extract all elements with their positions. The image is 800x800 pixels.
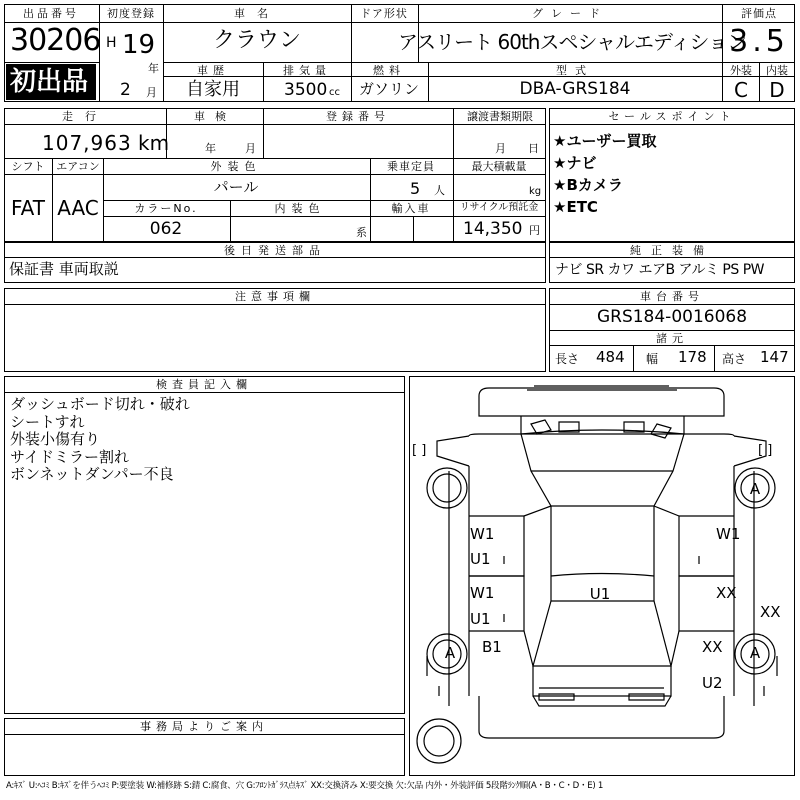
car-outline-drawing [409, 376, 795, 776]
mark-front-left-wheel: A [444, 644, 456, 662]
plate-label: 登録番号 [326, 110, 390, 123]
office-label: 事務局よりご案内 [140, 720, 268, 733]
model-value: DBA-GRS184 [519, 79, 631, 99]
mark-left-rear-door-w: W1 [470, 584, 495, 602]
mark-front-right-wheel: A [749, 480, 761, 498]
score-label: 評価点 [741, 7, 777, 20]
transfer-day-unit: 日 [528, 142, 539, 155]
sales-point-item: ★ナビ [553, 154, 597, 172]
grade-value: アスリート 60thスペシャルエディション [397, 30, 747, 54]
max-load-label: 最大積載量 [471, 160, 527, 173]
length-label: 長さ [555, 352, 580, 366]
interior-color-unit: 系 [356, 226, 367, 239]
inspector-line: ボンネットダンパー不良 [10, 465, 174, 483]
car-name-label: 車名 [234, 7, 280, 20]
width-label: 幅 [646, 352, 659, 366]
exterior-score-label: 外装 [730, 64, 752, 77]
max-load-unit: kg [529, 186, 542, 197]
exterior-score: C [734, 78, 748, 102]
mark-right-rear-corner: U2 [702, 674, 723, 692]
capacity-value: 5 [410, 179, 421, 198]
mark-right-fender: XX [702, 638, 723, 656]
color-no-label: カラーNo. [134, 202, 198, 215]
lot-number: 30206 [10, 23, 101, 58]
parts-label: 後日発送部品 [224, 244, 326, 257]
legend-text: A:ｷｽﾞ U:ﾍｺﾐ B:ｷｽﾞを伴うﾍｺﾐ P:要塗装 W:補修跡 S:錆 C:腐食、穴 G:ﾌﾛﾝﾄｶﾞﾗｽ点ｷｽﾞ XX:交換済み X:要交換 欠:欠品 内外・外装評価 5段階ﾗﾝｸ順(A・B・C・D・E) 1 [6, 781, 604, 791]
equipment-value: ナビ SR カワ エアB アルミ PS PW [555, 262, 764, 278]
inspector-line: サイドミラー割れ [10, 447, 129, 466]
inspection-month-unit: 月 [245, 142, 256, 155]
displacement-label: 排気量 [283, 64, 331, 77]
chassis-label: 車台番号 [640, 290, 704, 303]
inspector-label: 検査員記入欄 [156, 378, 252, 391]
score-value: 3.5 [729, 24, 789, 59]
inspector-line: 外装小傷有り [10, 430, 101, 448]
mark-left-front-door-w: W1 [470, 525, 495, 543]
aircon-value: AAC [57, 196, 99, 220]
sales-points-list [553, 130, 656, 218]
interior-color-label: 内装色 [274, 202, 326, 215]
lot-label: 出品番号 [23, 7, 79, 20]
chassis-number: GRS184-0016068 [596, 307, 748, 327]
exterior-color-label: 外装色 [210, 160, 262, 173]
first-listing-badge-text: 初出品 [10, 67, 89, 97]
history-label: 車歴 [197, 64, 229, 77]
mileage-label: 走行 [62, 110, 108, 123]
spec-label: 諸元 [656, 332, 688, 345]
car-name: クラウン [212, 28, 302, 53]
fuel-label: 燃料 [373, 64, 405, 77]
sales-point-item: ★ETC [553, 198, 598, 216]
mark-right-rear-side: XX [760, 603, 781, 621]
inspector-line: ダッシュボード切れ・破れ [10, 395, 190, 413]
first-reg-year-unit: 年 [148, 62, 159, 75]
inspector-lines [10, 396, 190, 484]
recycle-value: 14,350 [463, 219, 523, 239]
mark-left-front-door-u: U1 [470, 550, 491, 568]
history-value: 自家用 [186, 79, 240, 100]
interior-score: D [769, 78, 785, 102]
recycle-label: リサイクル預託金 [459, 202, 539, 213]
bracket-left: [ ] [412, 443, 427, 458]
inspection-label: 車検 [194, 110, 236, 123]
interior-score-label: 内装 [766, 64, 788, 77]
mark-roof: U1 [589, 585, 611, 603]
first-reg-label: 初度登録 [107, 7, 155, 20]
inspection-year-unit: 年 [205, 142, 216, 155]
import-label: 輸入車 [391, 202, 431, 215]
mark-left-quarter: B1 [482, 638, 502, 656]
door-label: ドア形状 [360, 7, 408, 20]
recycle-unit: 円 [529, 224, 540, 237]
equipment-label: 純正装備 [630, 244, 714, 257]
mark-rear-right-wheel: A [749, 644, 761, 662]
model-label: 型式 [556, 64, 594, 77]
capacity-label: 乗車定員 [387, 160, 435, 173]
transfer-label: 譲渡書類期限 [467, 110, 533, 123]
shift-label: シフト [11, 160, 45, 173]
height-value: 147 [760, 348, 789, 366]
grade-label: グレード [532, 7, 608, 20]
fuel-value: ガソリン [358, 80, 420, 98]
transfer-month-unit: 月 [495, 142, 506, 155]
displacement-value: 3500 [284, 80, 328, 100]
width-value: 178 [678, 348, 707, 366]
length-value: 484 [596, 348, 625, 366]
capacity-unit: 人 [434, 184, 445, 197]
shift-value: FAT [10, 196, 46, 220]
mark-left-rear-door-u: U1 [470, 610, 491, 628]
mark-right-front-door: W1 [716, 525, 741, 543]
notes-label: 注意事項欄 [235, 290, 315, 303]
mileage-value: 107,963 [42, 131, 132, 155]
mark-right-rear-door: XX [716, 584, 737, 602]
sales-points-label: セールスポイント [608, 110, 736, 123]
aircon-label: エアコン [56, 160, 100, 173]
sales-point-item: ★ユーザー買取 [553, 132, 657, 150]
height-label: 高さ [722, 352, 747, 366]
displacement-unit: cc [329, 87, 340, 98]
exterior-color-value: パール [213, 178, 259, 196]
first-reg-era: H [106, 35, 117, 51]
mileage-unit: km [138, 131, 170, 155]
parts-value: 保証書 車両取説 [9, 260, 119, 278]
first-reg-month-unit: 月 [146, 86, 157, 99]
inspector-line: シートすれ [10, 412, 85, 431]
bracket-right: [ ] [758, 443, 773, 458]
sales-point-item: ★Bカメラ [553, 176, 623, 194]
color-no-value: 062 [149, 219, 183, 239]
first-reg-month: 2 [120, 80, 131, 100]
first-reg-year: 19 [122, 30, 156, 60]
